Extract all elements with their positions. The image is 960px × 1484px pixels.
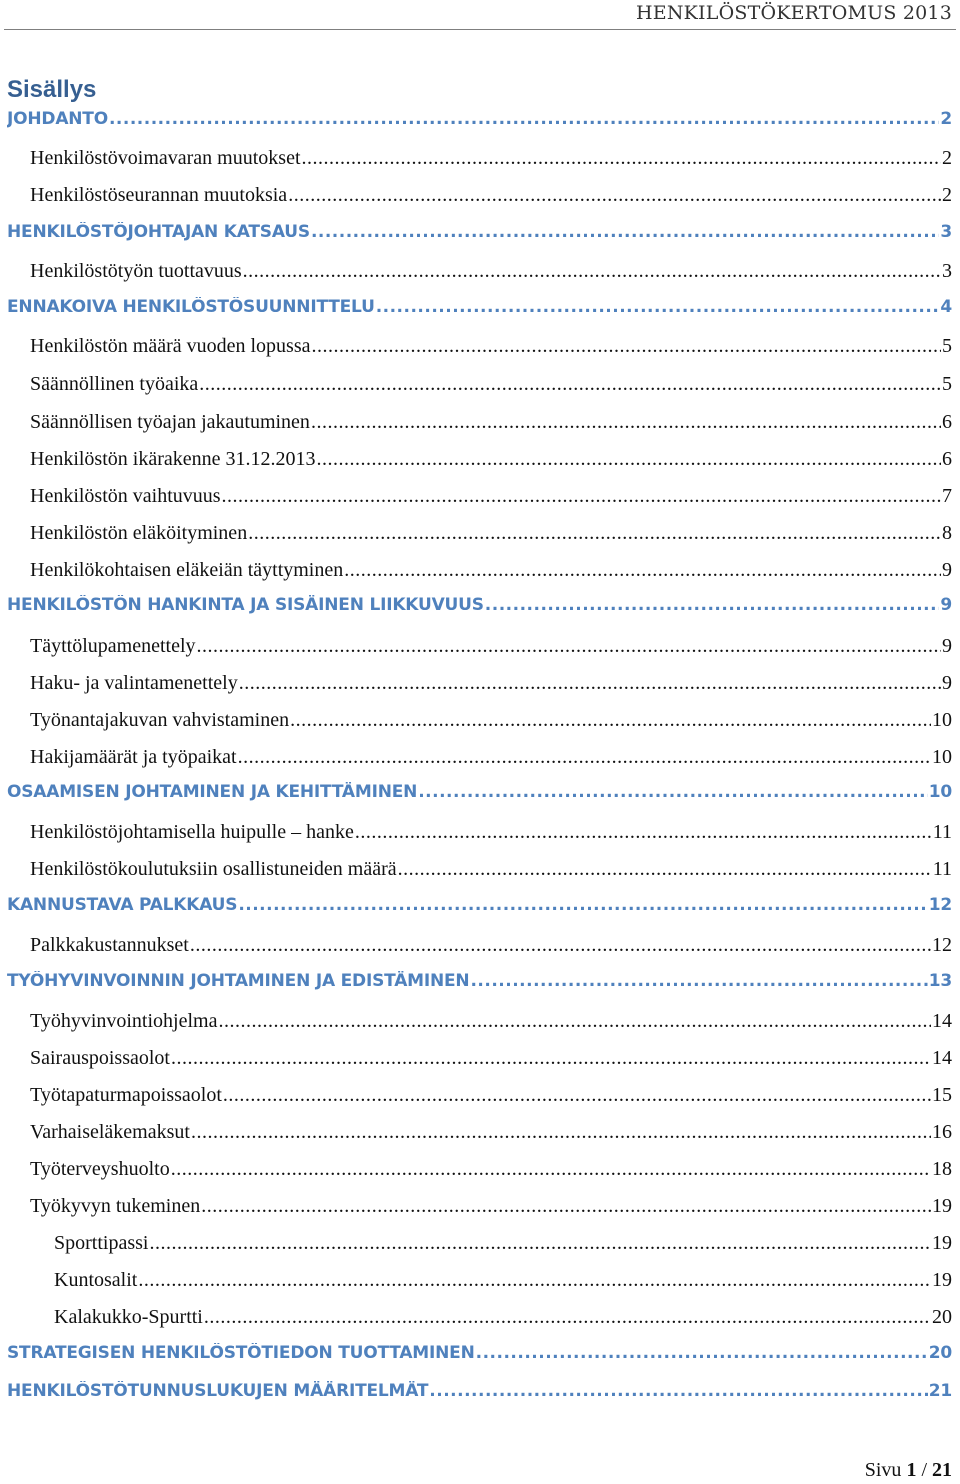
toc-dot-leader xyxy=(476,1343,928,1363)
toc-entry-label: Työkyvyn tukeminen xyxy=(30,1195,201,1217)
toc-entry-label: HENKILÖSTÖN HANKINTA JA SISÄINEN LIIKKUVUUS xyxy=(7,595,484,615)
toc-entry-label: Säännöllinen työaika xyxy=(30,373,199,395)
toc-entry-page: 11 xyxy=(932,858,952,880)
toc-dot-leader xyxy=(109,109,939,129)
toc-dot-leader xyxy=(191,1121,931,1144)
toc-entry[interactable] xyxy=(30,260,952,290)
toc-dot-leader xyxy=(418,782,928,802)
toc-dot-leader xyxy=(197,635,942,658)
toc-entry-page: 14 xyxy=(932,1047,952,1069)
toc-dot-leader xyxy=(317,448,942,471)
page-header xyxy=(0,0,960,30)
toc-entry[interactable] xyxy=(30,672,952,702)
toc-entry[interactable] xyxy=(30,559,952,589)
toc-entry[interactable] xyxy=(30,858,952,888)
toc-entry-page: 2 xyxy=(942,147,952,169)
toc-entry-page: 20 xyxy=(928,1343,952,1363)
toc-entry-page: 10 xyxy=(932,709,952,731)
toc-entry-page: 6 xyxy=(942,448,952,470)
header-rule xyxy=(4,29,956,30)
toc-dot-leader xyxy=(398,858,932,881)
toc-entry-label: Sporttipassi xyxy=(54,1232,149,1254)
toc-dot-leader xyxy=(149,1232,931,1255)
toc-dot-leader xyxy=(204,1306,931,1329)
toc-entry-page: 9 xyxy=(942,672,952,694)
toc-entry[interactable] xyxy=(54,1232,952,1262)
toc-entry-label: Henkilöstön määrä vuoden lopussa xyxy=(30,335,311,357)
toc-heading: Sisällys xyxy=(7,76,97,103)
toc-entry-label: ENNAKOIVA HENKILÖSTÖSUUNNITTELU xyxy=(7,297,375,317)
toc-entry-page: 16 xyxy=(932,1121,952,1143)
toc-entry-label: Työterveyshuolto xyxy=(30,1158,170,1180)
toc-entry-page: 3 xyxy=(940,222,952,242)
toc-entry-page: 15 xyxy=(932,1084,952,1106)
toc-entry[interactable] xyxy=(30,335,952,365)
toc-entry-label: Henkilöstötyön tuottavuus xyxy=(30,260,242,282)
toc-entry-label: KANNUSTAVA PALKKAUS xyxy=(7,895,238,915)
toc-entry-page: 8 xyxy=(942,522,952,544)
toc-entry-page: 21 xyxy=(928,1381,952,1401)
toc-entry-page: 12 xyxy=(932,934,952,956)
toc-entry-label: Hakijamäärät ja työpaikat xyxy=(30,746,237,768)
toc-entry-page: 3 xyxy=(942,260,952,282)
toc-entry-label: HENKILÖSTÖJOHTAJAN KATSAUS xyxy=(7,222,310,242)
toc-dot-leader xyxy=(312,335,942,358)
toc-entry-label: Palkkakustannukset xyxy=(30,934,189,956)
toc-dot-leader xyxy=(223,1084,931,1107)
toc-entry-label: Henkilöstövoimavaran muutokset xyxy=(30,147,301,169)
page-separator: / xyxy=(921,1459,927,1481)
toc-entry[interactable] xyxy=(30,448,952,478)
toc-dot-leader xyxy=(288,184,941,207)
toc-entry-page: 7 xyxy=(942,485,952,507)
toc-entry-label: Henkilöstön vaihtuvuus xyxy=(30,485,221,507)
toc-entry-page: 19 xyxy=(932,1195,952,1217)
toc-dot-leader xyxy=(222,485,941,508)
toc-entry[interactable] xyxy=(7,595,952,625)
toc-entry[interactable] xyxy=(30,485,952,515)
toc-entry-label: STRATEGISEN HENKILÖSTÖTIEDON TUOTTAMINEN xyxy=(7,1343,475,1363)
toc-entry[interactable] xyxy=(30,709,952,739)
toc-entry[interactable] xyxy=(30,522,952,552)
toc-entry[interactable] xyxy=(7,222,952,252)
current-page: 1 xyxy=(906,1459,917,1481)
toc-entry-label: JOHDANTO xyxy=(7,109,108,129)
toc-entry-page: 6 xyxy=(942,411,952,433)
toc-entry-label: Työnantajakuvan vahvistaminen xyxy=(30,709,290,731)
toc-entry[interactable] xyxy=(7,782,952,812)
toc-entry-page: 18 xyxy=(932,1158,952,1180)
toc-entry[interactable] xyxy=(7,1343,952,1373)
toc-entry-page: 20 xyxy=(932,1306,952,1328)
toc-dot-leader xyxy=(344,559,941,582)
toc-entry[interactable] xyxy=(30,934,952,964)
toc-entry[interactable] xyxy=(30,1158,952,1188)
toc-entry-label: Henkilöstöseurannan muutoksia xyxy=(30,184,288,206)
toc-entry[interactable] xyxy=(30,373,952,403)
toc-dot-leader xyxy=(199,373,941,396)
toc-dot-leader xyxy=(201,1195,931,1218)
toc-entry-page: 11 xyxy=(932,821,952,843)
toc-entry-page: 9 xyxy=(942,635,952,657)
toc-entry-label: Henkilöstökoulutuksiin osallistuneiden määrä xyxy=(30,858,397,880)
toc-dot-leader xyxy=(138,1269,931,1292)
toc-entry-page: 2 xyxy=(942,184,952,206)
toc-entry-page: 13 xyxy=(928,971,952,991)
toc-entry-page: 10 xyxy=(932,746,952,768)
toc-entry[interactable] xyxy=(7,297,952,327)
toc-dot-leader xyxy=(238,746,931,769)
page-word: Sivu xyxy=(864,1459,902,1481)
toc-dot-leader xyxy=(485,595,940,615)
toc-dot-leader xyxy=(171,1047,931,1070)
toc-entry-page: 9 xyxy=(940,595,952,615)
toc-dot-leader xyxy=(239,672,941,695)
toc-entry-label: Kalakukko-Spurtti xyxy=(54,1306,203,1328)
toc-entry[interactable] xyxy=(30,147,952,177)
toc-dot-leader xyxy=(171,1158,931,1181)
toc-dot-leader xyxy=(190,934,931,957)
toc-entry[interactable] xyxy=(30,1047,952,1077)
toc-entry-label: Henkilöstöjohtamisella huipulle – hanke xyxy=(30,821,354,843)
toc-entry[interactable] xyxy=(7,109,952,139)
toc-entry-page: 14 xyxy=(932,1010,952,1032)
toc-entry-label: Täyttölupamenettely xyxy=(30,635,196,657)
toc-entry-page: 5 xyxy=(942,335,952,357)
toc-entry-page: 12 xyxy=(928,895,952,915)
toc-entry[interactable] xyxy=(30,821,952,851)
toc-dot-leader xyxy=(218,1010,931,1033)
toc-entry[interactable] xyxy=(54,1269,952,1299)
toc-entry[interactable] xyxy=(7,1381,952,1411)
toc-entry[interactable] xyxy=(30,1195,952,1225)
toc-entry-page: 19 xyxy=(932,1232,952,1254)
toc-dot-leader xyxy=(376,297,940,317)
document-title: HENKILÖSTÖKERTOMUS 2013 xyxy=(636,2,952,24)
toc-entry-label: HENKILÖSTÖTUNNUSLUKUJEN MÄÄRITELMÄT xyxy=(7,1381,429,1401)
toc-entry-label: Säännöllisen työajan jakautuminen xyxy=(30,411,310,433)
toc-entry-label: Haku- ja valintamenettely xyxy=(30,672,238,694)
toc-entry[interactable] xyxy=(7,895,952,925)
toc-entry-label: Henkilökohtaisen eläkeiän täyttyminen xyxy=(30,559,344,581)
toc-dot-leader xyxy=(302,147,941,170)
toc-dot-leader xyxy=(311,222,939,242)
toc-entry[interactable] xyxy=(30,635,952,665)
toc-entry-label: Henkilöstön eläköityminen xyxy=(30,522,248,544)
toc-entry-page: 4 xyxy=(940,297,952,317)
toc-entry-label: Sairauspoissaolot xyxy=(30,1047,170,1069)
toc-entry[interactable] xyxy=(30,1010,952,1040)
toc-entry[interactable] xyxy=(30,184,952,214)
toc-entry[interactable] xyxy=(54,1306,952,1336)
toc-dot-leader xyxy=(470,971,927,991)
toc-dot-leader xyxy=(290,709,931,732)
toc-entry[interactable] xyxy=(30,411,952,441)
toc-dot-leader xyxy=(429,1381,927,1401)
toc-entry[interactable] xyxy=(30,1121,952,1151)
toc-entry-page: 9 xyxy=(942,559,952,581)
toc-entry-label: Henkilöstön ikärakenne 31.12.2013 xyxy=(30,448,316,470)
toc-entry-label: Työtapaturmapoissaolot xyxy=(30,1084,222,1106)
toc-entry-page: 10 xyxy=(928,782,952,802)
toc-dot-leader xyxy=(248,522,941,545)
toc-dot-leader xyxy=(355,821,932,844)
toc-entry-page: 19 xyxy=(932,1269,952,1291)
toc-dot-leader xyxy=(238,895,927,915)
toc-entry-label: Kuntosalit xyxy=(54,1269,138,1291)
toc-entry[interactable] xyxy=(7,971,952,1001)
toc-entry[interactable] xyxy=(30,746,952,776)
toc-dot-leader xyxy=(311,411,941,434)
toc-dot-leader xyxy=(243,260,941,283)
page-number xyxy=(865,1459,952,1482)
toc-entry-page: 5 xyxy=(942,373,952,395)
total-pages: 21 xyxy=(932,1459,952,1481)
toc-entry-label: Varhaiseläkemaksut xyxy=(30,1121,190,1143)
toc-entry-label: Työhyvinvointiohjelma xyxy=(30,1010,218,1032)
toc-entry[interactable] xyxy=(30,1084,952,1114)
toc-entry-page: 2 xyxy=(940,109,952,129)
toc-entry-label: TYÖHYVINVOINNIN JOHTAMINEN JA EDISTÄMINEN xyxy=(7,971,470,991)
toc-entry-label: OSAAMISEN JOHTAMINEN JA KEHITTÄMINEN xyxy=(7,782,418,802)
